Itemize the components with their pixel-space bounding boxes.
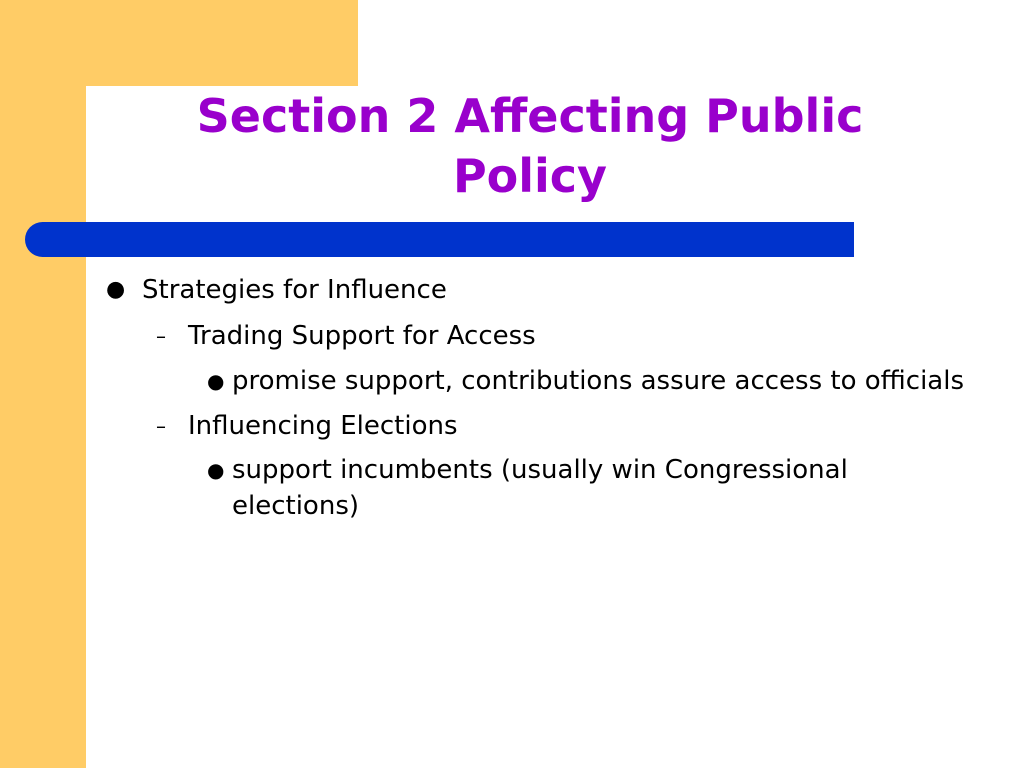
title-underline-bar [25,222,854,257]
sub-sub-bullet-support-incumbents: support incumbents (usually win Congressional elections) [232,455,848,521]
slide-title-line-1: Section 2 Affecting Public [196,89,864,143]
bullet-strategies-for-influence: Strategies for Influence [142,275,447,305]
slide-title-line-2: Policy [452,149,608,203]
small-bullet-dot-icon: ● [207,369,225,393]
dash-icon: – [156,324,166,348]
bullet-dot-icon: ● [106,277,126,302]
dash-icon: – [156,414,166,438]
small-bullet-dot-icon: ● [207,458,225,482]
sub-bullet-influencing-elections: Influencing Elections [188,411,458,441]
top-accent-block [0,0,358,86]
sub-bullet-trading-support: Trading Support for Access [188,321,536,351]
slide-title [150,86,910,206]
sub-sub-bullet-promise-support: promise support, contributions assure access to officials [232,366,965,396]
left-accent-strip [0,0,86,768]
